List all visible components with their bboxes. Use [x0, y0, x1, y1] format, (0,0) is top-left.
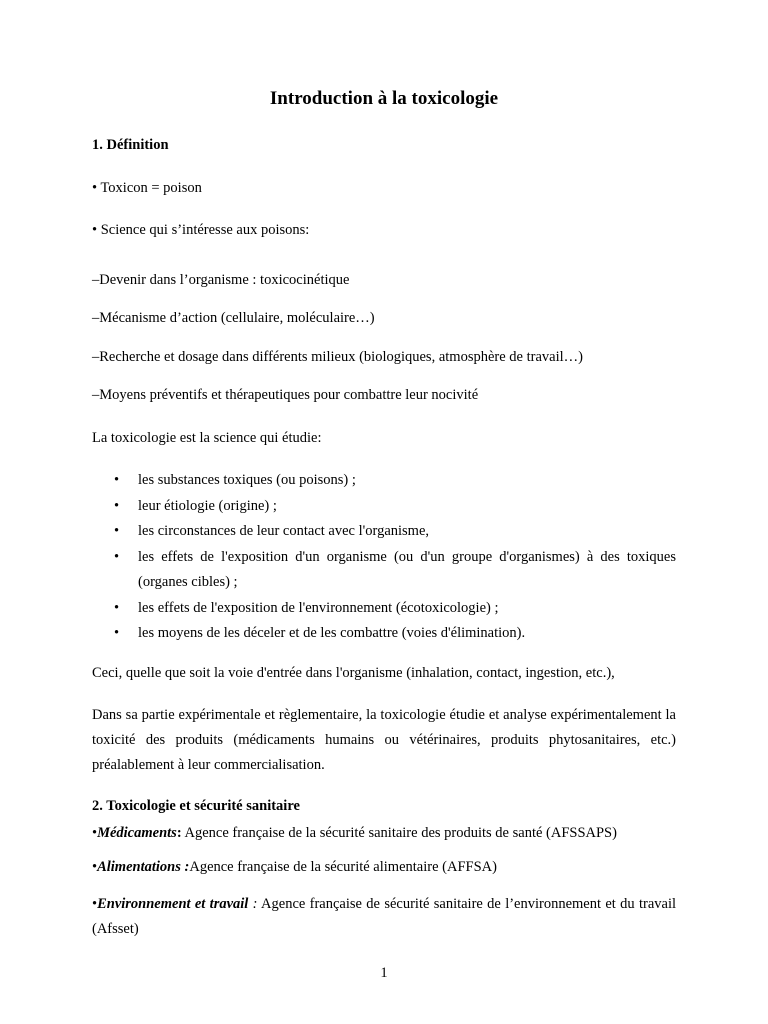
- page-number: 1: [380, 965, 388, 981]
- agency-medicaments: •Médicaments: Agence française de la sécurité sanitaire des produits de santé (AFSSAPS): [92, 825, 617, 841]
- dash-item-devenir: –Devenir dans l’organisme : toxicocinétique: [92, 272, 350, 288]
- bullet-marker: •: [114, 548, 120, 565]
- list-item: • leur étiologie (origine) ;: [92, 494, 676, 520]
- section-1-heading: 1. Définition: [92, 137, 169, 153]
- bullet-marker: •: [114, 472, 120, 488]
- agency-environnement: •Environnement et travail : Agence française de sécurité sanitaire de l’environnement et du travail (Afsset): [92, 896, 677, 937]
- agency-alimentations: •Alimentations :Agence française de la sécurité alimentaire (AFFSA): [92, 859, 497, 875]
- dash-item-moyens: –Moyens préventifs et thérapeutiques pour combattre leur nocivité: [92, 387, 479, 403]
- toxicology-study-list: [92, 468, 676, 647]
- dash-item-recherche: –Recherche et dosage dans différents milieux (biologiques, atmosphère de travail…): [92, 349, 583, 365]
- paragraph-experimentale: Dans sa partie expérimentale et règlementaire, la toxicologie étudie et analyse expérimentalement la toxicité des produits (médicaments humains ou vétérinaires, produits phytosanitaires, etc.) préalablement à leur commercialisation.: [92, 707, 676, 773]
- section-2-heading: 2. Toxicologie et sécurité sanitaire: [92, 798, 300, 814]
- bullet-science: • Science qui s’intéresse aux poisons:: [92, 222, 310, 238]
- document-title: Introduction à la toxicologie: [269, 88, 499, 109]
- bullet-marker: •: [114, 523, 120, 539]
- bullet-marker: •: [114, 625, 120, 641]
- paragraph-voie-entree: Ceci, quelle que soit la voie d'entrée dans l'organisme (inhalation, contact, ingestion, etc.),: [92, 665, 615, 681]
- list-item: • les moyens de les déceler et de les combattre (voies d'élimination).: [92, 621, 676, 647]
- list-intro: La toxicologie est la science qui étudie:: [92, 430, 322, 446]
- bullet-marker: •: [114, 497, 120, 514]
- list-item: • les effets de l'exposition d'un organisme (ou d'un groupe d'organismes) à des toxiques (organes cibles) ;: [92, 545, 676, 596]
- bullet-marker: •: [114, 599, 120, 616]
- list-item: • les circonstances de leur contact avec l'organisme,: [92, 519, 676, 545]
- list-item: • les effets de l'exposition de l'environnement (écotoxicologie) ;: [92, 596, 676, 622]
- bullet-toxicon: • Toxicon = poison: [92, 180, 202, 196]
- list-item: • les substances toxiques (ou poisons) ;: [92, 468, 676, 494]
- dash-item-mecanisme: –Mécanisme d’action (cellulaire, moléculaire…): [92, 310, 375, 326]
